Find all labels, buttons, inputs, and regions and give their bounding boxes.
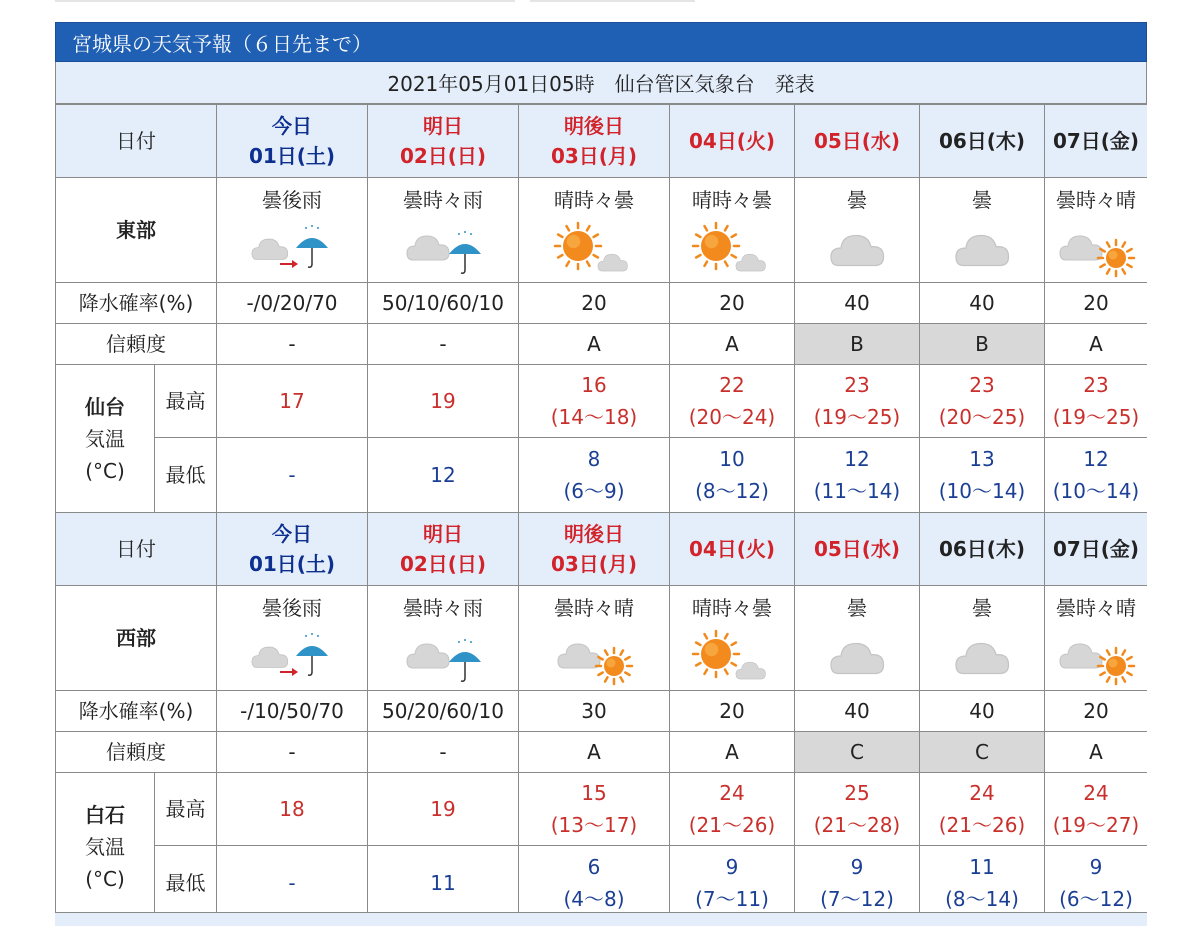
published-info: 2021年05月01日05時 仙台管区気象台 発表 xyxy=(55,62,1147,104)
weather-cell xyxy=(368,586,519,691)
reliability-value: B xyxy=(920,324,1045,365)
max-temp-cell xyxy=(368,365,519,438)
weather-text: 曇 xyxy=(972,596,992,620)
city-name: 白石 xyxy=(85,802,125,827)
weather-text: 曇時々雨 xyxy=(403,596,483,620)
day-date-label: 07日(金) xyxy=(1052,537,1140,561)
max-temp-cell xyxy=(217,365,368,438)
max-temp-row xyxy=(56,365,1148,438)
day-header xyxy=(519,105,670,178)
min-temp-value: 12 xyxy=(430,463,456,487)
weather-text: 晴時々曇 xyxy=(692,596,772,620)
max-temp-value: 19 xyxy=(430,797,456,821)
region-name: 東部 xyxy=(56,178,217,283)
max-temp-value: 24 xyxy=(1083,781,1109,805)
reliability-value: C xyxy=(795,732,920,773)
max-label: 最高 xyxy=(155,773,217,846)
day-relative-label: 明後日 xyxy=(564,522,624,546)
max-temp-range: (21～28) xyxy=(813,813,901,837)
min-temp-value: 10 xyxy=(719,447,745,471)
reliability-value: - xyxy=(368,324,519,365)
min-temp-value: 9 xyxy=(725,855,739,879)
reliability-value: - xyxy=(368,732,519,773)
weather-text: 曇 xyxy=(972,188,992,212)
max-temp-value: 24 xyxy=(719,781,745,805)
day-header xyxy=(368,513,519,586)
min-temp-range: (10～14) xyxy=(938,479,1026,503)
sun-sometimes-cloud-icon xyxy=(670,628,794,686)
reliability-value: A xyxy=(1045,732,1148,773)
day-header xyxy=(795,105,920,178)
reliability-value: C xyxy=(920,732,1045,773)
precip-label: 降水確率(%) xyxy=(56,283,217,324)
temp-label: 気温 xyxy=(85,426,125,451)
day-relative-label: 明後日 xyxy=(564,114,624,138)
reliability-label: 信頼度 xyxy=(56,324,217,365)
max-temp-range: (19～25) xyxy=(813,405,901,429)
date-row xyxy=(56,105,1148,178)
max-temp-value: 19 xyxy=(430,389,456,413)
day-relative-label: 明日 xyxy=(423,522,463,546)
next-section-edge xyxy=(55,912,1147,926)
forecast-table xyxy=(55,104,1147,921)
day-header xyxy=(1045,513,1148,586)
day-date-label: 02日(日) xyxy=(399,144,487,168)
day-date-label: 03日(月) xyxy=(550,144,638,168)
max-temp-cell xyxy=(519,773,670,846)
min-temp-range: (6～12) xyxy=(1059,887,1133,911)
min-temp-cell xyxy=(368,846,519,921)
min-temp-value: 11 xyxy=(969,855,995,879)
max-temp-value: 25 xyxy=(844,781,870,805)
precip-value: 20 xyxy=(670,283,795,324)
cloud-icon xyxy=(795,628,919,686)
min-temp-range: (4～8) xyxy=(563,887,625,911)
city-name: 仙台 xyxy=(85,394,125,419)
cloud-icon xyxy=(920,220,1044,278)
sun-sometimes-cloud-icon xyxy=(519,220,669,278)
max-temp-value: 23 xyxy=(969,373,995,397)
weather-row xyxy=(56,586,1148,691)
min-temp-cell xyxy=(519,846,670,921)
max-temp-value: 17 xyxy=(279,389,305,413)
max-temp-cell xyxy=(795,365,920,438)
min-temp-range: (10～14) xyxy=(1052,479,1140,503)
temp-city-cell xyxy=(56,365,155,513)
min-temp-cell xyxy=(920,438,1045,513)
max-temp-cell xyxy=(795,773,920,846)
day-date-label: 06日(木) xyxy=(938,537,1026,561)
reliability-value: - xyxy=(217,324,368,365)
max-temp-row xyxy=(56,773,1148,846)
day-date-label: 05日(水) xyxy=(813,537,901,561)
weather-cell xyxy=(920,586,1045,691)
day-date-label: 06日(木) xyxy=(938,129,1026,153)
precip-value: 20 xyxy=(1045,283,1148,324)
weather-cell xyxy=(368,178,519,283)
day-relative-label: 今日 xyxy=(272,522,312,546)
min-temp-value: 9 xyxy=(1089,855,1103,879)
precip-value: -/0/20/70 xyxy=(217,283,368,324)
max-temp-range: (13～17) xyxy=(550,813,638,837)
min-temp-cell xyxy=(795,846,920,921)
region-name: 西部 xyxy=(56,586,217,691)
precip-value: 20 xyxy=(1045,691,1148,732)
max-temp-range: (19～27) xyxy=(1052,813,1140,837)
day-header xyxy=(368,105,519,178)
max-temp-cell xyxy=(217,773,368,846)
max-temp-range: (21～26) xyxy=(938,813,1026,837)
min-temp-value: 12 xyxy=(844,447,870,471)
cloud-then-rain-icon xyxy=(217,628,367,686)
max-temp-range: (19～25) xyxy=(1052,405,1140,429)
temp-unit: (°C) xyxy=(85,866,125,891)
min-temp-value: 13 xyxy=(969,447,995,471)
day-date-label: 02日(日) xyxy=(399,552,487,576)
weather-cell xyxy=(519,178,670,283)
min-temp-cell xyxy=(519,438,670,513)
max-temp-range: (14～18) xyxy=(550,405,638,429)
precip-value: 40 xyxy=(920,691,1045,732)
precip-row xyxy=(56,691,1148,732)
reliability-value: A xyxy=(519,324,670,365)
min-temp-row xyxy=(56,438,1148,513)
day-date-label: 04日(火) xyxy=(688,129,776,153)
weather-text: 曇時々雨 xyxy=(403,188,483,212)
precip-value: 30 xyxy=(519,691,670,732)
min-temp-range: (8～12) xyxy=(695,479,769,503)
min-temp-cell xyxy=(670,438,795,513)
min-temp-value: 11 xyxy=(430,871,456,895)
max-temp-value: 23 xyxy=(844,373,870,397)
precip-value: 40 xyxy=(795,691,920,732)
reliability-value: A xyxy=(670,324,795,365)
min-temp-range: (8～14) xyxy=(945,887,1019,911)
day-header xyxy=(217,105,368,178)
weather-cell xyxy=(519,586,670,691)
precip-value: -/10/50/70 xyxy=(217,691,368,732)
min-temp-value: 8 xyxy=(587,447,601,471)
min-label: 最低 xyxy=(155,846,217,921)
max-temp-cell xyxy=(1045,773,1148,846)
cloud-icon xyxy=(795,220,919,278)
reliability-row xyxy=(56,324,1148,365)
reliability-value: A xyxy=(1045,324,1148,365)
day-header xyxy=(670,513,795,586)
weather-cell xyxy=(217,178,368,283)
max-label: 最高 xyxy=(155,365,217,438)
weather-cell xyxy=(920,178,1045,283)
max-temp-value: 22 xyxy=(719,373,745,397)
day-header xyxy=(920,105,1045,178)
cloud-then-rain-icon xyxy=(217,220,367,278)
min-temp-range: (7～11) xyxy=(695,887,769,911)
weather-text: 晴時々曇 xyxy=(554,188,634,212)
weather-text: 曇時々晴 xyxy=(1056,188,1136,212)
max-temp-value: 18 xyxy=(279,797,305,821)
cloud-sometimes-rain-icon xyxy=(368,220,518,278)
precip-value: 50/20/60/10 xyxy=(368,691,519,732)
day-date-label: 07日(金) xyxy=(1052,129,1140,153)
weather-cell xyxy=(670,586,795,691)
max-temp-cell xyxy=(1045,365,1148,438)
day-header xyxy=(670,105,795,178)
day-date-label: 03日(月) xyxy=(550,552,638,576)
min-temp-cell xyxy=(670,846,795,921)
day-date-label: 05日(水) xyxy=(813,129,901,153)
cloud-sometimes-sun-icon xyxy=(1045,220,1147,278)
min-temp-cell xyxy=(795,438,920,513)
min-temp-cell xyxy=(368,438,519,513)
weather-cell xyxy=(217,586,368,691)
min-temp-value: 12 xyxy=(1083,447,1109,471)
day-header xyxy=(795,513,920,586)
precip-value: 40 xyxy=(920,283,1045,324)
cloud-sometimes-sun-icon xyxy=(1045,628,1147,686)
reliability-row xyxy=(56,732,1148,773)
precip-value: 40 xyxy=(795,283,920,324)
min-temp-range: (11～14) xyxy=(813,479,901,503)
temp-city-cell xyxy=(56,773,155,921)
day-header xyxy=(519,513,670,586)
weather-cell xyxy=(795,586,920,691)
date-label: 日付 xyxy=(56,513,217,586)
min-temp-cell xyxy=(1045,438,1148,513)
weather-cell xyxy=(795,178,920,283)
max-temp-value: 23 xyxy=(1083,373,1109,397)
day-header xyxy=(217,513,368,586)
top-divider xyxy=(55,0,515,2)
weather-text: 曇時々晴 xyxy=(1056,596,1136,620)
precip-label: 降水確率(%) xyxy=(56,691,217,732)
day-header xyxy=(920,513,1045,586)
date-label: 日付 xyxy=(56,105,217,178)
date-row xyxy=(56,513,1148,586)
reliability-value: B xyxy=(795,324,920,365)
reliability-value: - xyxy=(217,732,368,773)
weather-cell xyxy=(1045,586,1148,691)
weather-cell xyxy=(1045,178,1148,283)
precip-value: 20 xyxy=(670,691,795,732)
precip-row xyxy=(56,283,1148,324)
forecast-title: 宮城県の天気予報（６日先まで） xyxy=(55,22,1147,62)
max-temp-cell xyxy=(920,773,1045,846)
weather-text: 晴時々曇 xyxy=(692,188,772,212)
min-temp-cell xyxy=(920,846,1045,921)
weather-text: 曇 xyxy=(847,596,867,620)
min-label: 最低 xyxy=(155,438,217,513)
precip-value: 20 xyxy=(519,283,670,324)
max-temp-cell xyxy=(670,365,795,438)
min-temp-range: (7～12) xyxy=(820,887,894,911)
max-temp-cell xyxy=(920,365,1045,438)
min-temp-range: (6～9) xyxy=(563,479,625,503)
min-temp-value: - xyxy=(288,463,296,487)
max-temp-value: 16 xyxy=(581,373,607,397)
reliability-label: 信頼度 xyxy=(56,732,217,773)
weather-row xyxy=(56,178,1148,283)
max-temp-value: 15 xyxy=(581,781,607,805)
min-temp-value: 9 xyxy=(850,855,864,879)
cloud-sometimes-sun-icon xyxy=(519,628,669,686)
weather-cell xyxy=(670,178,795,283)
weather-text: 曇後雨 xyxy=(262,596,322,620)
reliability-value: A xyxy=(519,732,670,773)
temp-label: 気温 xyxy=(85,834,125,859)
max-temp-cell xyxy=(368,773,519,846)
cloud-icon xyxy=(920,628,1044,686)
reliability-value: A xyxy=(670,732,795,773)
max-temp-range: (20～24) xyxy=(688,405,776,429)
top-divider-2 xyxy=(530,0,695,2)
max-temp-range: (21～26) xyxy=(688,813,776,837)
max-temp-value: 24 xyxy=(969,781,995,805)
min-temp-value: - xyxy=(288,871,296,895)
min-temp-row xyxy=(56,846,1148,921)
max-temp-cell xyxy=(519,365,670,438)
day-date-label: 04日(火) xyxy=(688,537,776,561)
min-temp-cell xyxy=(1045,846,1148,921)
max-temp-range: (20～25) xyxy=(938,405,1026,429)
day-date-label: 01日(土) xyxy=(248,144,336,168)
precip-value: 50/10/60/10 xyxy=(368,283,519,324)
max-temp-cell xyxy=(670,773,795,846)
forecast-panel xyxy=(55,22,1147,925)
day-header xyxy=(1045,105,1148,178)
min-temp-cell xyxy=(217,438,368,513)
min-temp-value: 6 xyxy=(587,855,601,879)
min-temp-cell xyxy=(217,846,368,921)
cloud-sometimes-rain-icon xyxy=(368,628,518,686)
temp-unit: (°C) xyxy=(85,458,125,483)
day-relative-label: 明日 xyxy=(423,114,463,138)
weather-text: 曇 xyxy=(847,188,867,212)
sun-sometimes-cloud-icon xyxy=(670,220,794,278)
day-relative-label: 今日 xyxy=(272,114,312,138)
weather-text: 曇後雨 xyxy=(262,188,322,212)
weather-text: 曇時々晴 xyxy=(554,596,634,620)
day-date-label: 01日(土) xyxy=(248,552,336,576)
